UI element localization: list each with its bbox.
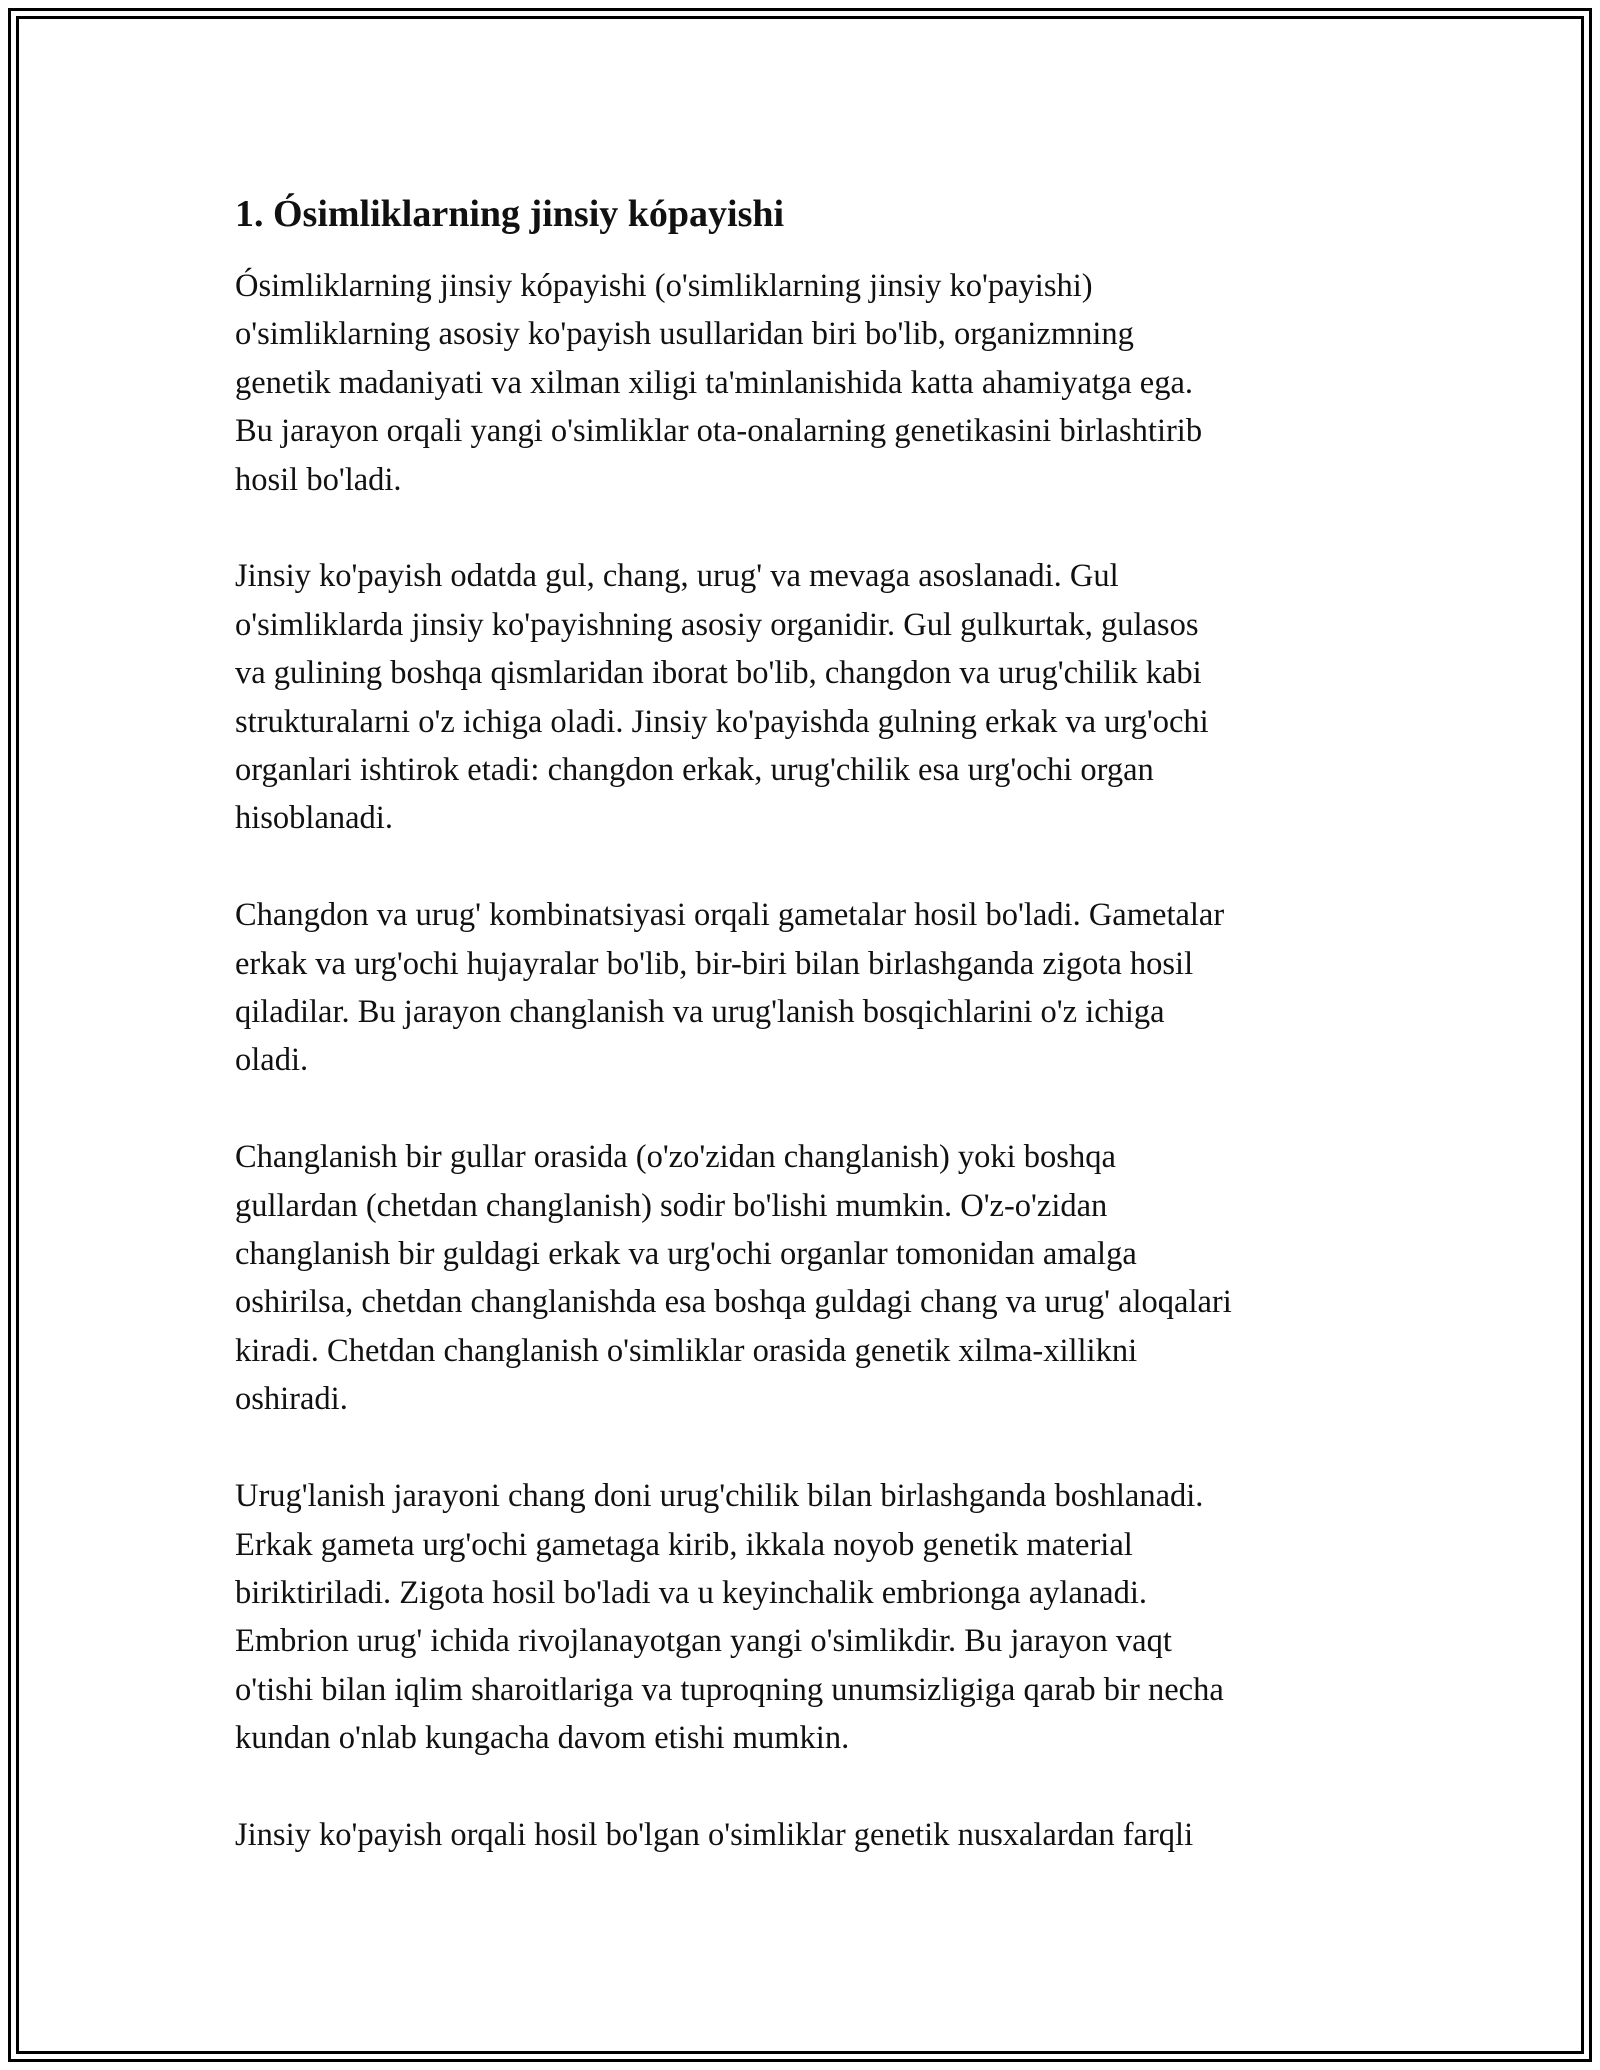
text-line: erkak va urg'ochi hujayralar bo'lib, bir-biri bilan birlashganda zigota hosil xyxy=(235,945,1194,982)
text-line: o'simliklarning asosiy ko'payish usullaridan biri bo'lib, organizmning xyxy=(235,316,1134,353)
text-line: hosil bo'ladi. xyxy=(235,461,402,498)
paragraph-6 xyxy=(235,1811,1375,1859)
text-line: va gulining boshqa qismlaridan iborat bo'lib, changdon va urug'chilik kabi xyxy=(235,655,1202,692)
text-line: Jinsiy ko'payish orqali hosil bo'lgan o'simliklar genetik nusxalardan farqli xyxy=(235,1816,1194,1853)
text-line: genetik madaniyati va xilman xiligi ta'minlanishida katta ahamiyatga ega. xyxy=(235,364,1193,401)
text-line: changlanish bir guldagi erkak va urg'ochi organlar tomonidan amalga xyxy=(235,1236,1137,1273)
text-line: qiladilar. Bu jarayon changlanish va urug'lanish bosqichlarini o'z ichiga xyxy=(235,994,1165,1031)
text-line: Ósimliklarning jinsiy kópayishi (o'simliklarning jinsiy ko'payishi) xyxy=(235,268,1093,304)
text-line: strukturalarni o'z ichiga oladi. Jinsiy ko'payishda gulning erkak va urg'ochi xyxy=(235,703,1209,740)
paragraph-3 xyxy=(235,891,1375,1085)
paragraph-2 xyxy=(235,552,1375,842)
text-line: gullardan (chetdan changlanish) sodir bo'lishi mumkin. O'z-o'zidan xyxy=(235,1187,1108,1224)
text-line: oladi. xyxy=(235,1042,309,1079)
section-heading: 1. Ósimliklarning jinsiy kópayishi xyxy=(235,193,785,235)
paragraph-1 xyxy=(235,262,1375,504)
text-line: Bu jarayon orqali yangi o'simliklar ota-onalarning genetikasini birlashtirib xyxy=(235,413,1203,450)
text-line: oshirilsa, chetdan changlanishda esa boshqa guldagi chang va urug' aloqalari xyxy=(235,1284,1232,1321)
text-line: Changdon va urug' kombinatsiyasi orqali gametalar hosil bo'ladi. Gametalar xyxy=(235,897,1225,934)
paragraph-5 xyxy=(235,1472,1375,1762)
text-line: Changlanish bir gullar orasida (o'zo'zidan changlanish) yoki boshqa xyxy=(235,1139,1116,1176)
text-line: hisoblanadi. xyxy=(235,800,393,837)
document-body xyxy=(235,188,1375,1908)
text-line: oshiradi. xyxy=(235,1381,348,1418)
text-line: organlari ishtirok etadi: changdon erkak, urug'chilik esa urg'ochi organ xyxy=(235,752,1154,789)
text-line: o'tishi bilan iqlim sharoitlariga va tuproqning unumsizligiga qarab bir necha xyxy=(235,1671,1224,1708)
text-line: kundan o'nlab kungacha davom etishi mumkin. xyxy=(235,1720,850,1757)
text-line: Jinsiy ko'payish odatda gul, chang, urug' va mevaga asoslanadi. Gul xyxy=(235,558,1119,595)
text-line: kiradi. Chetdan changlanish o'simliklar orasida genetik xilma-xillikni xyxy=(235,1332,1138,1369)
text-line: o'simliklarda jinsiy ko'payishning asosiy organidir. Gul gulkurtak, gulasos xyxy=(235,606,1199,643)
text-line: Erkak gameta urg'ochi gametaga kirib, ikkala noyob genetik material xyxy=(235,1526,1133,1563)
text-line: biriktiriladi. Zigota hosil bo'ladi va u keyinchalik embrionga aylanadi. xyxy=(235,1574,1148,1611)
text-line: Embrion urug' ichida rivojlanayotgan yangi o'simlikdir. Bu jarayon vaqt xyxy=(235,1623,1172,1660)
paragraph-4 xyxy=(235,1133,1375,1423)
text-line: Urug'lanish jarayoni chang doni urug'chilik bilan birlashganda boshlanadi. xyxy=(235,1478,1204,1515)
